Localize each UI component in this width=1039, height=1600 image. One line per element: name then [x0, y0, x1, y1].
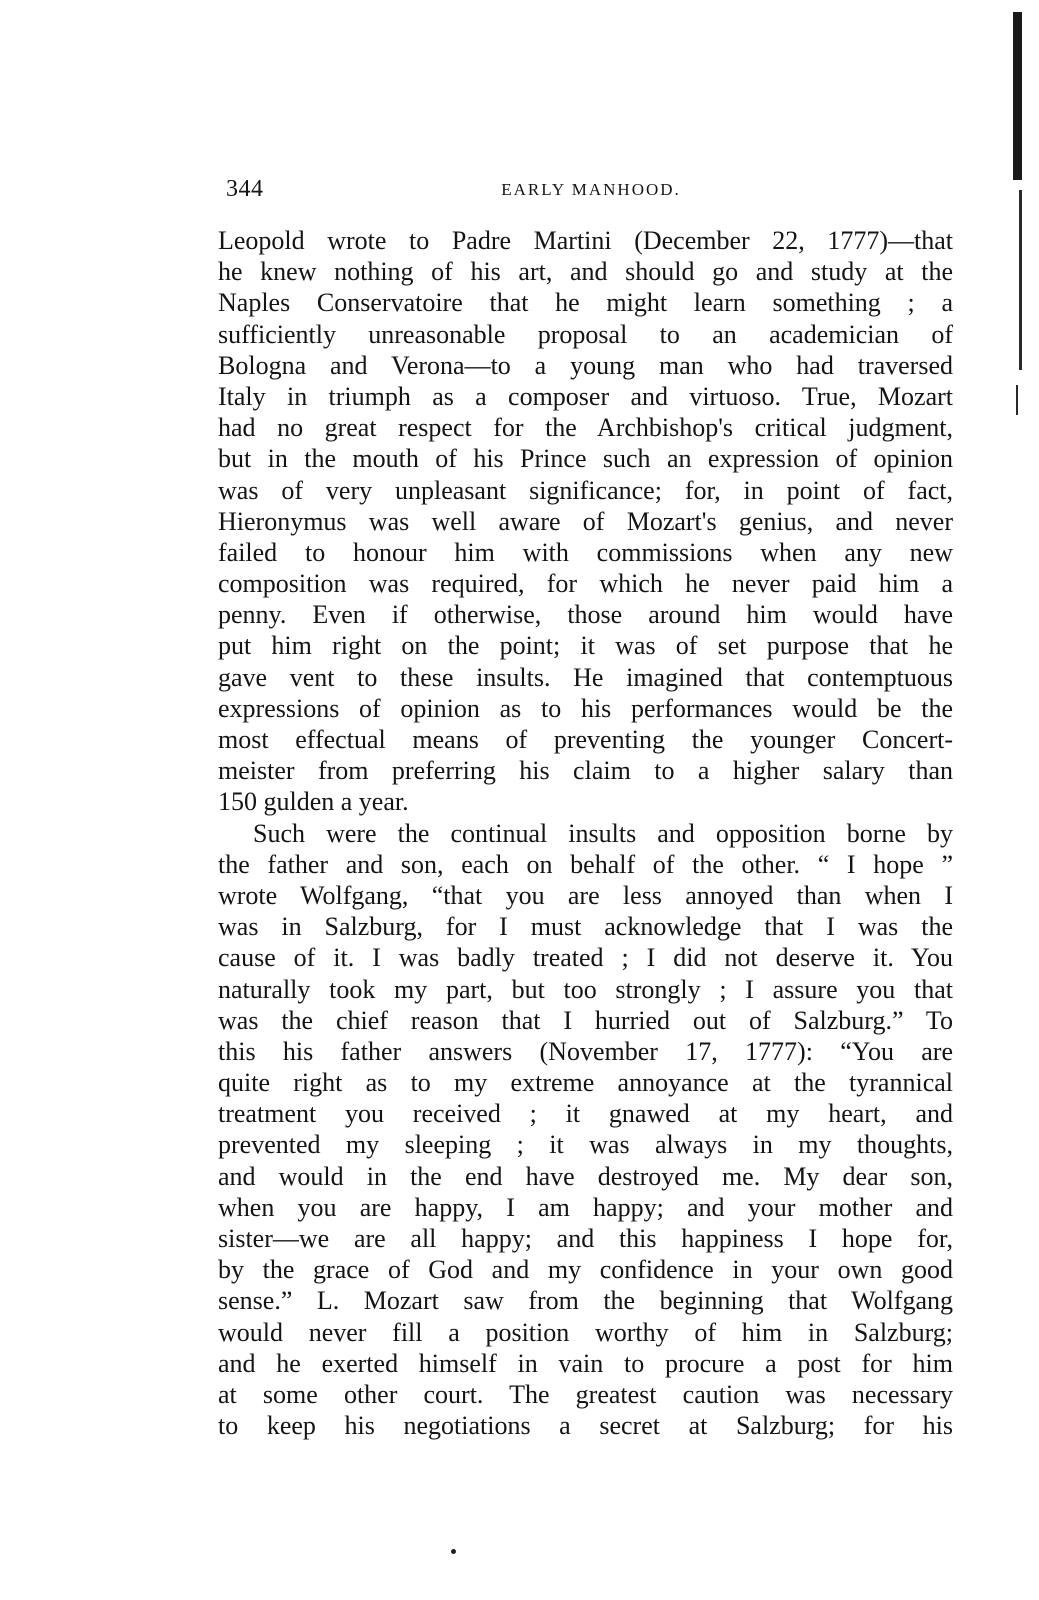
- text-line: most effectual means of preventing the younger Concert-: [218, 725, 953, 754]
- text-line: the father and son, each on behalf of the other. “ I hope ”: [218, 849, 953, 879]
- text-line: and would in the end have destroyed me. My dear son,: [218, 1161, 953, 1191]
- text-line: Leopold wrote to Padre Martini (December 22, 1777)—that: [218, 226, 953, 255]
- text-line: treatment you received ; it gnawed at my heart, and: [218, 1099, 953, 1129]
- text-line: to keep his negotiations a secret at Salzburg; for his: [218, 1411, 953, 1441]
- text-line: prevented my sleeping ; it was always in my thoughts,: [218, 1130, 953, 1160]
- binding-edge-line: [1019, 190, 1022, 370]
- binding-edge-mark: [1016, 385, 1018, 415]
- text-line: 150 gulden a year.: [218, 787, 409, 817]
- text-line: penny. Even if otherwise, those around him would have: [218, 600, 953, 630]
- text-line: and he exerted himself in vain to procure a post for him: [218, 1348, 953, 1378]
- text-line: Naples Conservatoire that he might learn something ; a: [218, 288, 953, 318]
- text-line: Such were the continual insults and opposition borne by: [253, 818, 953, 848]
- text-line: Italy in triumph as a composer and virtuoso. True, Mozart: [218, 381, 953, 411]
- text-line: cause of it. I was badly treated ; I did not deserve it. You: [218, 943, 953, 973]
- body-text: [218, 225, 953, 1441]
- text-line: gave vent to these insults. He imagined that contemptuous: [218, 662, 953, 692]
- paragraph-1: [218, 225, 953, 818]
- text-line: put him right on the point; it was of set purpose that he: [218, 631, 953, 661]
- text-line: he knew nothing of his art, and should go and study at the: [218, 257, 953, 287]
- text-line: composition was required, for which he never paid him a: [218, 569, 953, 599]
- text-line: was of very unpleasant significance; for, in point of fact,: [218, 475, 953, 505]
- text-line: quite right as to my extreme annoyance at the tyrannical: [218, 1068, 953, 1098]
- text-line: meister from preferring his claim to a higher salary than: [218, 756, 953, 786]
- text-line: by the grace of God and my confidence in your own good: [218, 1255, 953, 1285]
- binding-edge-shadow: [1013, 12, 1022, 180]
- text-line: naturally took my part, but too strongly ; I assure you that: [218, 974, 953, 1004]
- text-line: this his father answers (November 17, 1777): “You are: [218, 1036, 953, 1066]
- text-line: would never fill a position worthy of him in Salzburg;: [218, 1317, 953, 1347]
- text-line: failed to honour him with commissions when any new: [218, 537, 953, 567]
- text-line: wrote Wolfgang, “that you are less annoyed than when I: [218, 880, 953, 910]
- text-line: when you are happy, I am happy; and your mother and: [218, 1192, 953, 1222]
- text-line: sister—we are all happy; and this happiness I hope for,: [218, 1224, 953, 1253]
- text-line: was the chief reason that I hurried out of Salzburg.” To: [218, 1005, 953, 1035]
- text-line: expressions of opinion as to his performances would be the: [218, 693, 953, 723]
- page-number: 344: [226, 176, 264, 202]
- text-line: had no great respect for the Archbishop's critical judgment,: [218, 413, 953, 443]
- text-line: sufficiently unreasonable proposal to an academician of: [218, 319, 953, 349]
- text-line: Hieronymus was well aware of Mozart's genius, and never: [218, 506, 953, 536]
- text-line: but in the mouth of his Prince such an expression of opinion: [218, 444, 953, 474]
- text-line: was in Salzburg, for I must acknowledge that I was the: [218, 912, 953, 942]
- page-header: [226, 176, 956, 206]
- paragraph-2: [218, 818, 953, 1442]
- running-head: EARLY MANHOOD.: [501, 180, 681, 199]
- text-line: sense.” L. Mozart saw from the beginning that Wolfgang: [218, 1286, 953, 1316]
- text-line: Bologna and Verona—to a young man who had traversed: [218, 350, 953, 380]
- text-line: at some other court. The greatest caution was necessary: [218, 1379, 953, 1409]
- print-speck: [451, 1549, 456, 1554]
